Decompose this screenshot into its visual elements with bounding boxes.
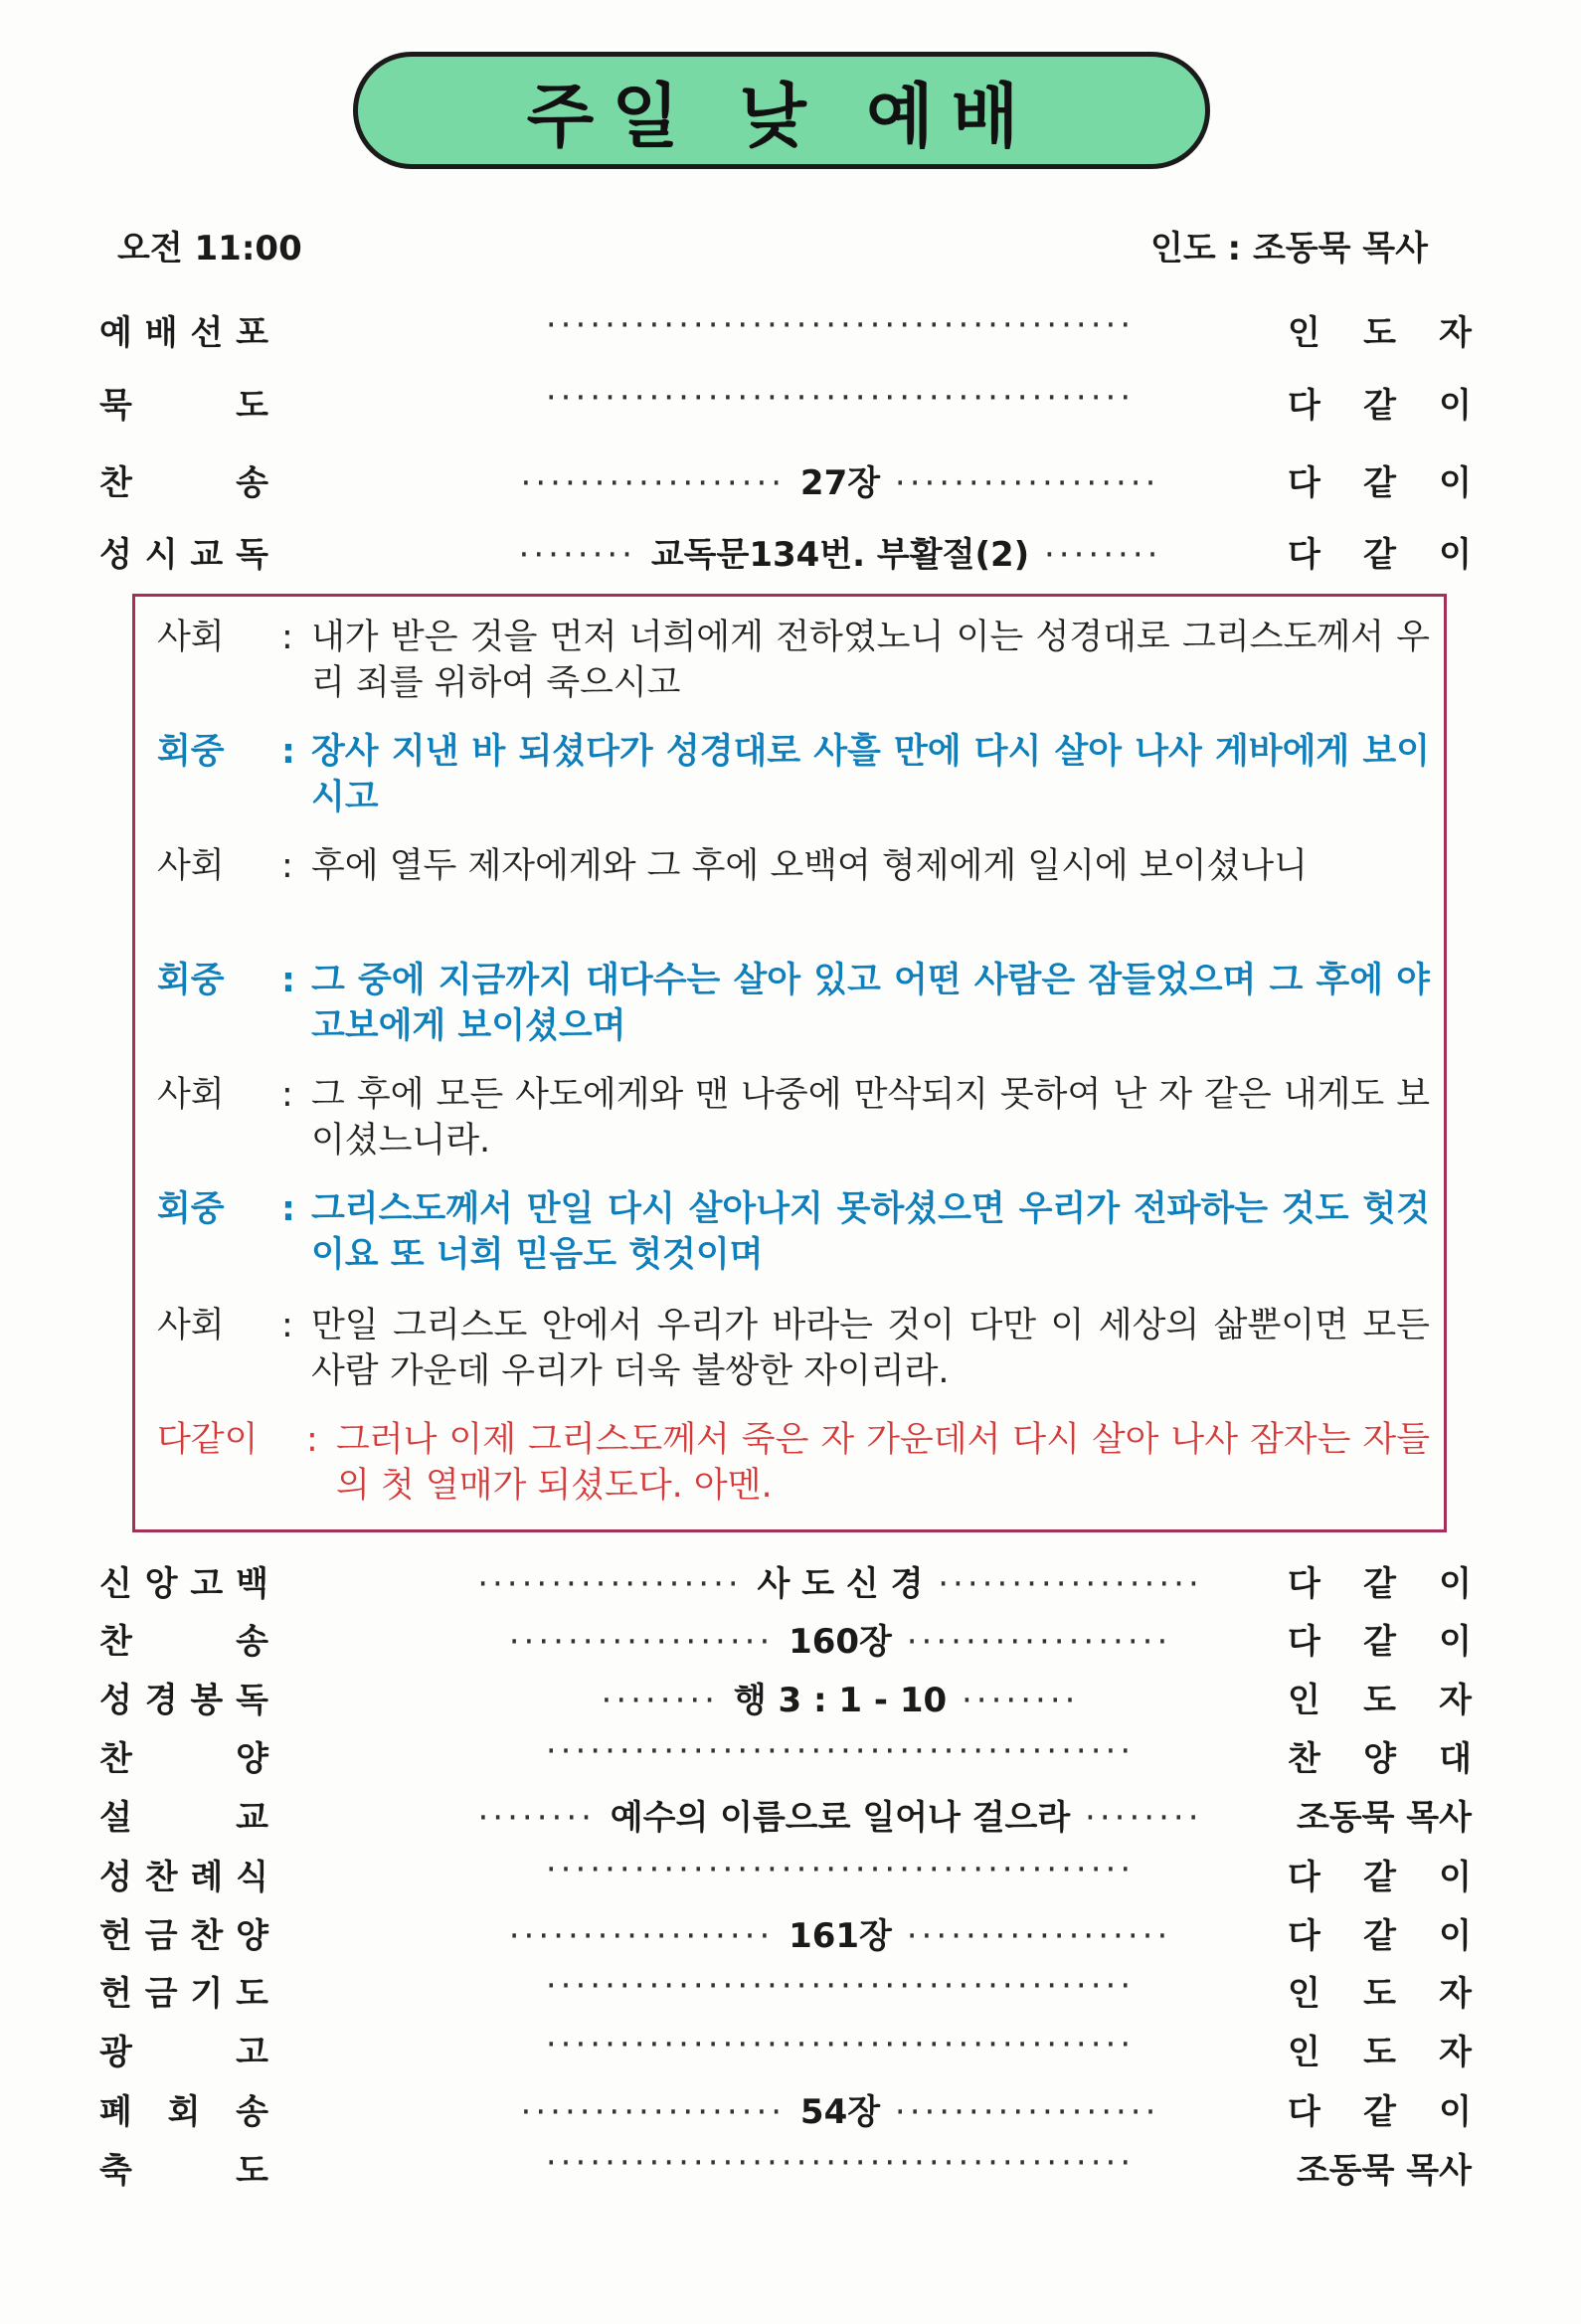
leader-line [157, 1072, 1430, 1163]
order-item-center-text: 54장 [799, 2092, 881, 2132]
order-item-label: 설 교 [99, 1798, 268, 1838]
order-item-center-text: 27장 [799, 463, 881, 503]
order-item-center-text: 160장 [789, 1622, 892, 1662]
order-item-detail: ········································ [545, 2143, 1136, 2183]
order-row [99, 305, 1472, 355]
order-item-detail: ········································ [545, 1850, 1136, 1889]
speaker-label: 사회 [157, 846, 225, 886]
order-row [99, 1850, 1472, 1899]
order-item-participant: 조동묵 목사 [1296, 1798, 1472, 1838]
order-item-label: 성 경 봉 독 [99, 1681, 268, 1720]
order-item-participant: 다 같 이 [1288, 1916, 1472, 1956]
order-item-detail: ·················· 27장 ·················· [520, 463, 1160, 503]
order-item-participant: 찬 양 대 [1288, 1739, 1472, 1779]
speaker-colon: : [281, 1189, 295, 1229]
order-item-detail: ········································ [545, 378, 1136, 418]
order-item-label: 예 배 선 포 [99, 313, 268, 353]
speaker-label: 사회 [157, 1075, 225, 1115]
order-item-detail: ·················· 160장 ·················· [508, 1622, 1172, 1662]
order-item-center-text: 161장 [789, 1916, 892, 1956]
speaker-colon: : [281, 618, 293, 657]
order-item-participant: 다 같 이 [1288, 1564, 1472, 1604]
order-item-label: 찬 송 [99, 1622, 268, 1662]
speaker-colon: : [281, 961, 295, 1000]
order-item-label: 찬 양 [99, 1739, 268, 1779]
leader-line [157, 1303, 1430, 1394]
order-item-participant: 인 도 자 [1288, 2033, 1472, 2072]
order-row [99, 1790, 1472, 1840]
speaker-colon: : [281, 1075, 293, 1115]
order-item-label: 폐 회 송 [99, 2092, 268, 2132]
speaker-label: 회중 [157, 961, 225, 1000]
order-row [99, 378, 1472, 428]
congregation-line [157, 729, 1430, 820]
order-item-label: 광 고 [99, 2033, 268, 2072]
order-row [99, 2143, 1472, 2193]
order-item-detail: ········ 행 3 : 1 - 10 ········ [601, 1681, 1080, 1720]
order-item-detail: ·················· 54장 ·················· [520, 2092, 1160, 2132]
reading-text: 장사 지낸 바 되셨다가 성경대로 사흘 만에 다시 살아 나사 게바에게 보이시고 [311, 732, 1430, 817]
order-item-participant: 다 같 이 [1288, 386, 1472, 426]
order-item-detail: ········ 교독문134번. 부활절(2) ········ [518, 535, 1162, 575]
order-item-label: 성 시 교 독 [99, 535, 268, 575]
order-item-detail: ·················· 사 도 신 경 ·················· [477, 1564, 1203, 1604]
reading-text: 그러나 이제 그리스도께서 죽은 자 가운데서 다시 살아 나사 잠자는 자들의 첫 열매가 되셨도다. 아멘. [336, 1420, 1430, 1506]
order-item-label: 묵 도 [99, 386, 268, 426]
page-title: 주일 낮 예배 [526, 75, 1037, 157]
order-row [99, 1966, 1472, 2016]
order-item-participant: 다 같 이 [1288, 2092, 1472, 2132]
order-item-label: 헌 금 기 도 [99, 1974, 268, 2014]
congregation-line [157, 958, 1430, 1049]
order-item-detail: ········ 예수의 이름으로 일어나 걸으라 ········ [477, 1798, 1203, 1838]
reading-text: 그 중에 지금까지 대다수는 살아 있고 어떤 사람은 잠들었으며 그 후에 야고보에게 보이셨으며 [311, 961, 1430, 1046]
order-item-label: 신 앙 고 백 [99, 1564, 268, 1604]
order-item-center-text: 교독문134번. 부활절(2) [650, 535, 1030, 575]
order-item-participant: 다 같 이 [1288, 463, 1472, 503]
speaker-label: 다같이 [157, 1420, 259, 1460]
order-item-participant: 인 도 자 [1288, 1974, 1472, 2014]
order-row [99, 1908, 1472, 1958]
speaker-colon: : [281, 732, 295, 772]
order-item-center-text: 사 도 신 경 [757, 1564, 924, 1604]
order-item-participant: 인 도 자 [1288, 313, 1472, 353]
reading-text: 후에 열두 제자에게와 그 후에 오백여 형제에게 일시에 보이셨나니 [311, 846, 1308, 886]
order-row [99, 1614, 1472, 1664]
speaker-colon: : [281, 1306, 293, 1345]
order-item-detail: ········································ [545, 2025, 1136, 2064]
order-item-label: 찬 송 [99, 463, 268, 503]
speaker-colon: : [306, 1420, 318, 1460]
order-row [99, 455, 1472, 505]
leader-line [157, 843, 1430, 889]
reading-text: 만일 그리스도 안에서 우리가 바라는 것이 다만 이 세상의 삶뿐이면 모든 사람 가운데 우리가 더욱 불쌍한 자이리라. [311, 1306, 1430, 1391]
leader-line [157, 615, 1430, 706]
order-item-center-text: 행 3 : 1 - 10 [733, 1681, 948, 1720]
order-row [99, 1673, 1472, 1722]
order-item-participant: 다 같 이 [1288, 1858, 1472, 1897]
reading-text: 내가 받은 것을 먼저 너희에게 전하였노니 이는 성경대로 그리스도께서 우리 죄를 위하여 죽으시고 [311, 618, 1430, 703]
service-time: 오전 11:00 [117, 229, 302, 268]
order-item-participant: 다 같 이 [1288, 1622, 1472, 1662]
order-item-label: 축 도 [99, 2151, 268, 2191]
order-item-detail: ········································ [545, 305, 1136, 345]
order-item-participant: 인 도 자 [1288, 1681, 1472, 1720]
order-row [99, 2084, 1472, 2134]
order-item-detail: ········································ [545, 1966, 1136, 2006]
speaker-label: 회중 [157, 732, 225, 772]
order-row [99, 2025, 1472, 2074]
order-item-participant: 다 같 이 [1288, 535, 1472, 575]
reading-text: 그리스도께서 만일 다시 살아나지 못하셨으면 우리가 전파하는 것도 헛것이요 또 너희 믿음도 헛것이며 [311, 1189, 1430, 1275]
congregation-line [157, 1186, 1430, 1278]
order-item-center-text: 예수의 이름으로 일어나 걸으라 [610, 1798, 1071, 1838]
speaker-label: 사회 [157, 1306, 225, 1345]
order-row [99, 527, 1472, 577]
order-row [99, 1731, 1472, 1781]
speaker-label: 사회 [157, 618, 225, 657]
responsive-reading-box [132, 594, 1447, 1532]
service-leader: 인도 : 조동묵 목사 [1149, 229, 1428, 268]
order-row [99, 1556, 1472, 1606]
order-item-label: 헌 금 찬 양 [99, 1916, 268, 1956]
order-item-detail: ········································ [545, 1731, 1136, 1771]
order-item-participant: 조동묵 목사 [1296, 2151, 1472, 2191]
reading-text: 그 후에 모든 사도에게와 맨 나중에 만삭되지 못하여 난 자 같은 내게도 보이셨느니라. [311, 1075, 1430, 1161]
title-banner [353, 52, 1210, 169]
speaker-label: 회중 [157, 1189, 225, 1229]
unison-line [157, 1417, 1430, 1509]
order-item-detail: ·················· 161장 ·················· [508, 1916, 1172, 1956]
speaker-colon: : [281, 846, 293, 886]
order-item-label: 성 찬 례 식 [99, 1858, 268, 1897]
